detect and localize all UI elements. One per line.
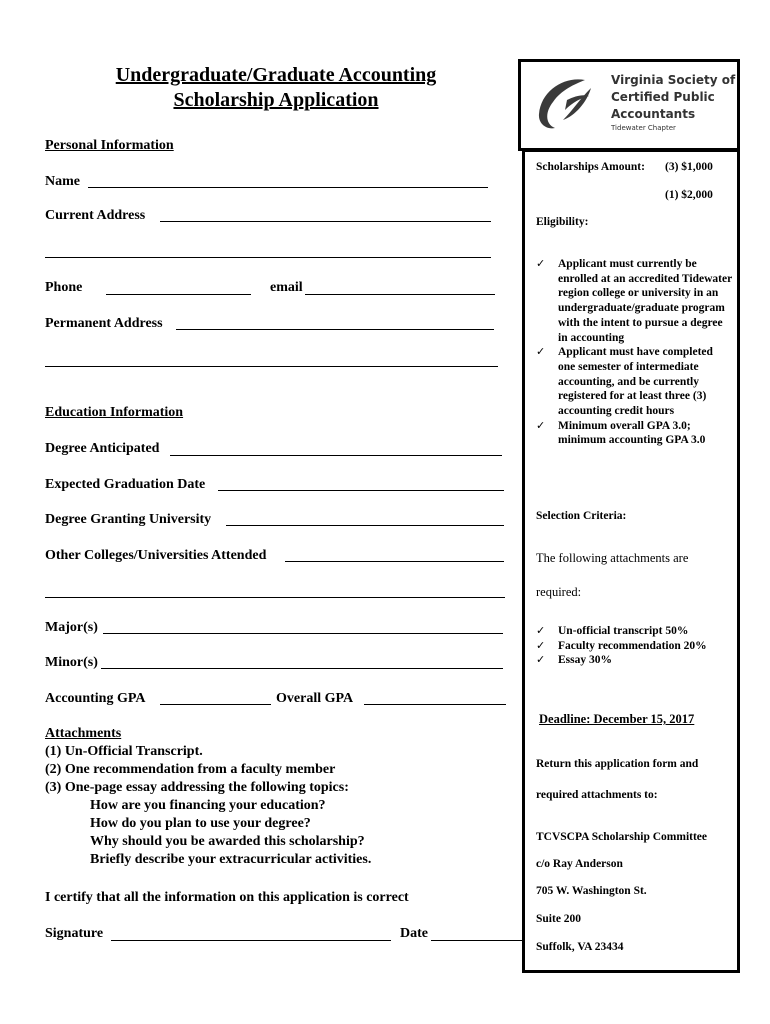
return-instructions-line2: required attachments to: (536, 789, 658, 801)
minors-label: Minor(s) (45, 655, 98, 670)
scholarship-amount-1: (3) $1,000 (665, 161, 713, 173)
form-title-line2: Scholarship Application (173, 89, 379, 111)
overall-gpa-field[interactable] (364, 704, 506, 705)
current-address-field-line2[interactable] (45, 257, 491, 258)
logo-line-1: Virginia Society of (611, 73, 736, 87)
scholarship-amount-label: Scholarships Amount: (536, 161, 645, 173)
signature-field[interactable] (111, 940, 391, 941)
attachments-heading: Attachments (45, 726, 122, 741)
form-title-line1: Undergraduate/Graduate Accounting (115, 64, 437, 86)
email-field[interactable] (305, 294, 495, 295)
criteria-list (536, 624, 732, 668)
university-field[interactable] (226, 525, 504, 526)
minors-field[interactable] (101, 668, 503, 669)
current-address-field[interactable] (160, 221, 491, 222)
address-line-5: Suffolk, VA 23434 (536, 941, 624, 953)
majors-label: Major(s) (45, 620, 98, 635)
email-label: email (270, 280, 303, 295)
attachment-item-1: (1) Un-Official Transcript. (45, 744, 203, 759)
address-line-3: 705 W. Washington St. (536, 885, 647, 897)
name-label: Name (45, 174, 80, 189)
degree-anticipated-field[interactable] (170, 455, 502, 456)
eligibility-item-3: ✓ Minimum overall GPA 3.0; minimum accounting GPA 3.0 (536, 419, 732, 448)
permanent-address-field[interactable] (176, 329, 494, 330)
accounting-gpa-field[interactable] (160, 704, 271, 705)
current-address-label: Current Address (45, 208, 146, 223)
attachment-item-2: (2) One recommendation from a faculty member (45, 762, 336, 777)
name-field[interactable] (88, 187, 488, 188)
logo-line-2: Certified Public (611, 90, 715, 104)
other-colleges-field[interactable] (285, 561, 504, 562)
address-line-2: c/o Ray Anderson (536, 858, 623, 870)
vscpa-logo-box (518, 59, 740, 151)
essay-topic-3: Why should you be awarded this scholarship? (90, 834, 365, 849)
eligibility-item-1: ✓ Applicant must currently be enrolled at an accredited Tidewater region college or university in an undergraduate/graduate program with the intent to pursue a degree in accounting (536, 257, 732, 345)
address-line-1: TCVSCPA Scholarship Committee (536, 831, 708, 843)
other-colleges-field-line2[interactable] (45, 597, 505, 598)
date-field[interactable] (431, 940, 522, 941)
eligibility-list (536, 257, 732, 448)
selection-criteria-label: Selection Criteria: (536, 510, 627, 522)
deadline-text: Deadline: December 15, 2017 (539, 712, 695, 726)
other-colleges-label: Other Colleges/Universities Attended (45, 548, 267, 563)
eligibility-item-2: ✓ Applicant must have completed one semester of intermediate accounting, and be currently registered for at least three (3) accounting credit hours (536, 345, 732, 419)
logo-line-3: Accountants (611, 107, 696, 121)
permanent-address-label: Permanent Address (45, 316, 163, 331)
criteria-item-3: ✓ Essay 30% (536, 653, 732, 668)
essay-topic-2: How do you plan to use your degree? (90, 816, 311, 831)
phone-label: Phone (45, 280, 83, 295)
logo-line-4: Tidewater Chapter (611, 124, 676, 132)
personal-info-heading: Personal Information (45, 138, 174, 153)
criteria-item-2: ✓ Faculty recommendation 20% (536, 639, 732, 654)
graduation-date-label: Expected Graduation Date (45, 477, 206, 492)
vscpa-logo-mark-icon (535, 76, 595, 132)
signature-label: Signature (45, 926, 104, 941)
attachments-required-line1: The following attachments are (536, 551, 689, 565)
university-label: Degree Granting University (45, 512, 212, 527)
address-line-4: Suite 200 (536, 913, 582, 925)
return-instructions-line1: Return this application form and (536, 758, 699, 770)
criteria-item-1: ✓ Un-official transcript 50% (536, 624, 732, 639)
graduation-date-field[interactable] (218, 490, 504, 491)
degree-anticipated-label: Degree Anticipated (45, 441, 160, 456)
attachments-required-line2: required: (536, 585, 582, 599)
permanent-address-field-line2[interactable] (45, 366, 498, 367)
phone-field[interactable] (106, 294, 251, 295)
date-label: Date (400, 926, 428, 941)
education-info-heading: Education Information (45, 405, 184, 420)
essay-topic-1: How are you financing your education? (90, 798, 326, 813)
majors-field[interactable] (103, 633, 503, 634)
scholarship-amount-2: (1) $2,000 (665, 189, 713, 201)
eligibility-label: Eligibility: (536, 216, 589, 228)
accounting-gpa-label: Accounting GPA (45, 691, 146, 706)
overall-gpa-label: Overall GPA (276, 691, 354, 706)
essay-topic-4: Briefly describe your extracurricular activities. (90, 852, 372, 867)
attachment-item-3: (3) One-page essay addressing the following topics: (45, 780, 349, 795)
certify-statement: I certify that all the information on this application is correct (45, 890, 409, 905)
